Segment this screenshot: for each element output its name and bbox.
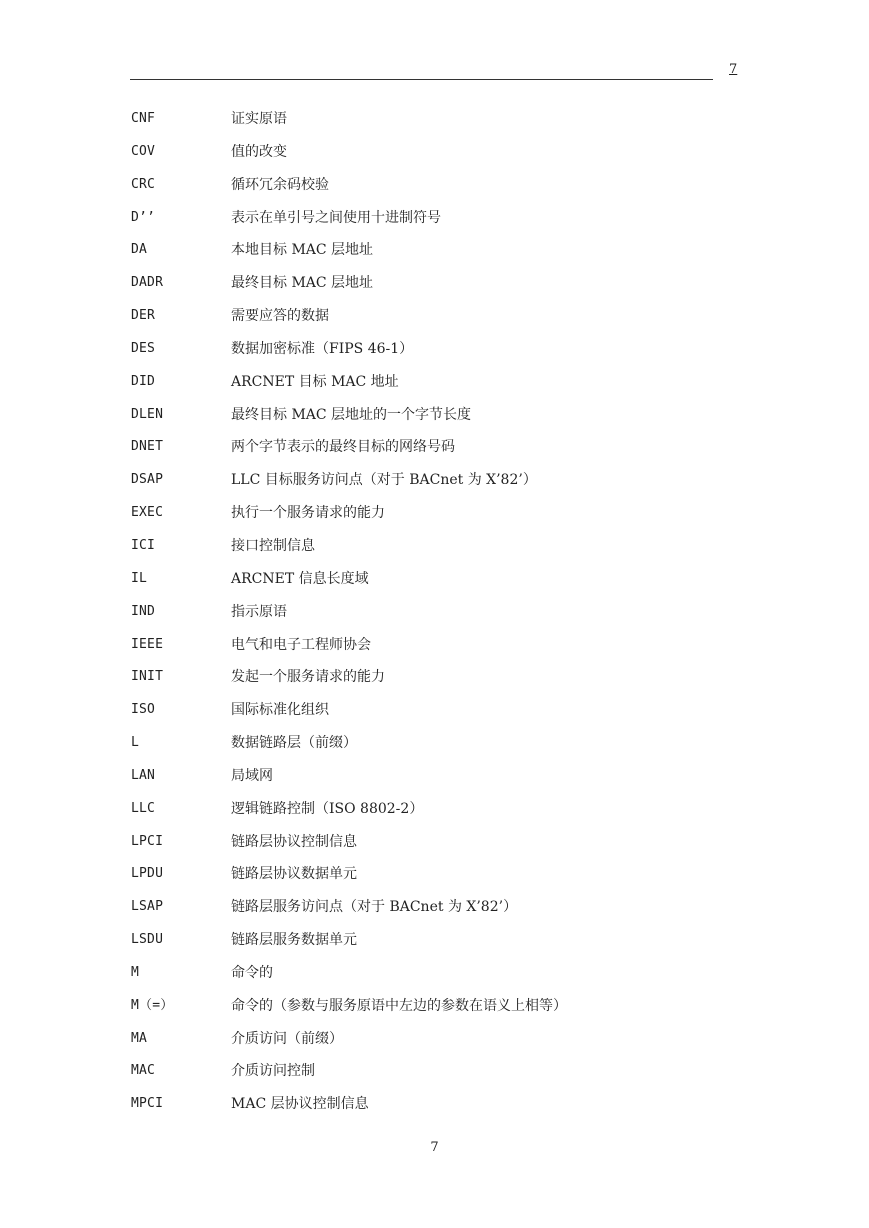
- abbreviation: LPDU: [131, 866, 164, 882]
- list-item: [131, 209, 781, 242]
- list-item: [131, 701, 781, 734]
- abbreviation: IND: [131, 603, 156, 619]
- definition: 证实原语: [231, 111, 287, 127]
- definition: 命令的: [231, 964, 273, 981]
- abbreviation: CRC: [131, 176, 156, 192]
- abbreviation: ISO: [131, 702, 156, 718]
- definition: MAC 层协议控制信息: [231, 1096, 369, 1113]
- abbreviation: M（=）: [131, 997, 174, 1013]
- list-item: [131, 833, 781, 866]
- definition: 发起一个服务请求的能力: [231, 669, 385, 686]
- list-item: [131, 504, 781, 537]
- list-item: [131, 1030, 781, 1063]
- footer-page-number: 7: [430, 1140, 439, 1155]
- abbreviation: LPCI: [131, 833, 164, 849]
- list-item: [131, 997, 781, 1030]
- abbreviation: DID: [131, 373, 156, 389]
- abbreviation: CNF: [131, 111, 156, 126]
- list-item: [131, 1062, 781, 1095]
- definition: 表示在单引号之间使用十进制符号: [231, 209, 441, 226]
- definition: 介质访问控制: [231, 1063, 315, 1080]
- definition: 链路层协议控制信息: [231, 833, 357, 850]
- abbreviation: M: [131, 964, 140, 980]
- definition: 最终目标 MAC 层地址: [231, 275, 374, 292]
- list-item: [131, 340, 781, 373]
- abbreviation: DA: [131, 242, 148, 258]
- abbreviation: LLC: [131, 800, 156, 816]
- definition: 国际标准化组织: [231, 702, 329, 719]
- abbreviation: COV: [131, 143, 156, 159]
- definition: 链路层服务访问点（对于 BACnet 为 X’82’）: [231, 899, 518, 916]
- list-item: [131, 143, 781, 176]
- definition: LLC 目标服务访问点（对于 BACnet 为 X’82’）: [231, 472, 537, 489]
- list-item: [131, 471, 781, 504]
- definition: 介质访问（前缀）: [231, 1030, 343, 1047]
- abbreviation: DSAP: [131, 472, 164, 488]
- definition: ARCNET 目标 MAC 地址: [231, 373, 399, 390]
- list-item: [131, 537, 781, 570]
- definition: 需要应答的数据: [231, 308, 329, 325]
- definition: 执行一个服务请求的能力: [231, 505, 385, 522]
- definition: 链路层协议数据单元: [231, 866, 357, 883]
- abbreviation: DADR: [131, 275, 164, 291]
- definition: 数据链路层（前缀）: [231, 735, 357, 752]
- abbreviation: DNET: [131, 439, 164, 455]
- list-item: [131, 241, 781, 274]
- abbreviation: ICI: [131, 537, 156, 553]
- definition: 局域网: [231, 767, 273, 784]
- abbreviation: MAC: [131, 1063, 156, 1079]
- list-item: [131, 438, 781, 471]
- definition: 循环冗余码校验: [231, 176, 329, 193]
- definition: 链路层服务数据单元: [231, 932, 357, 949]
- list-item: [131, 603, 781, 636]
- list-item: [131, 1095, 781, 1128]
- abbreviation: INIT: [131, 669, 164, 685]
- list-item: [131, 274, 781, 307]
- abbreviation: IL: [131, 570, 148, 586]
- definition: 数据加密标准（FIPS 46-1）: [231, 340, 414, 357]
- list-item: [131, 734, 781, 767]
- list-item: [131, 570, 781, 603]
- abbreviation: LSDU: [131, 932, 164, 948]
- abbreviation: DLEN: [131, 406, 164, 422]
- header-rule: [130, 79, 713, 80]
- abbreviation: L: [131, 735, 140, 751]
- abbreviation-list: [131, 110, 781, 1128]
- definition: 电气和电子工程师协会: [231, 636, 371, 653]
- abbreviation: LAN: [131, 767, 156, 783]
- definition: 本地目标 MAC 层地址: [231, 242, 374, 259]
- definition: 值的改变: [231, 143, 287, 160]
- abbreviation: EXEC: [131, 505, 164, 521]
- list-item: [131, 406, 781, 439]
- list-item: [131, 865, 781, 898]
- list-item: [131, 176, 781, 209]
- abbreviation: MA: [131, 1030, 148, 1046]
- list-item: [131, 898, 781, 931]
- definition: 指示原语: [231, 603, 287, 620]
- list-item: [131, 800, 781, 833]
- abbreviation: D’’: [131, 209, 156, 225]
- list-item: [131, 668, 781, 701]
- list-item: [131, 307, 781, 340]
- list-item: [131, 110, 781, 143]
- definition: 接口控制信息: [231, 537, 315, 554]
- definition: ARCNET 信息长度域: [231, 570, 369, 587]
- list-item: [131, 636, 781, 669]
- list-item: [131, 373, 781, 406]
- abbreviation: LSAP: [131, 899, 164, 915]
- header-page-number: 7: [729, 62, 738, 77]
- definition: 逻辑链路控制（ISO 8802-2）: [231, 800, 424, 817]
- abbreviation: IEEE: [131, 636, 164, 652]
- list-item: [131, 931, 781, 964]
- definition: 两个字节表示的最终目标的网络号码: [231, 439, 455, 456]
- list-item: [131, 964, 781, 997]
- definition: 最终目标 MAC 层地址的一个字节长度: [231, 406, 472, 423]
- list-item: [131, 767, 781, 800]
- abbreviation: DER: [131, 308, 156, 324]
- abbreviation: DES: [131, 340, 156, 356]
- abbreviation: MPCI: [131, 1096, 164, 1112]
- definition: 命令的（参数与服务原语中左边的参数在语义上相等）: [231, 997, 567, 1014]
